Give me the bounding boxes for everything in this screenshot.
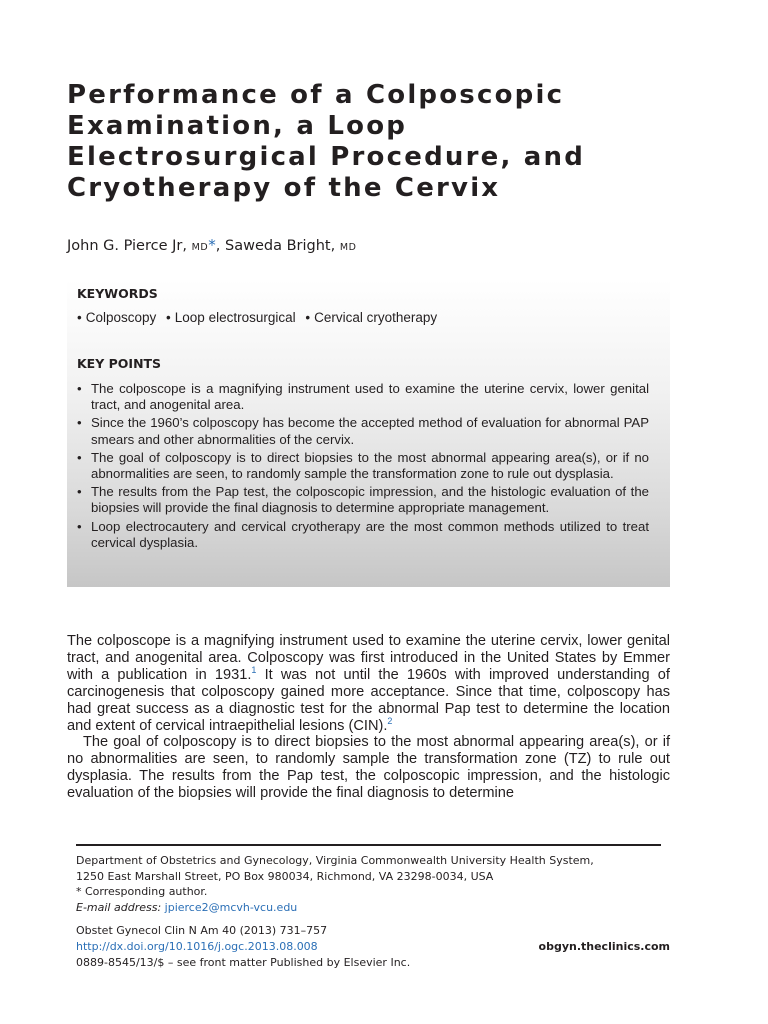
affiliation-footnote [76, 853, 676, 915]
body-paragraph [67, 633, 670, 734]
author-separator: , [215, 238, 221, 254]
author-name: Saweda Bright, [225, 238, 336, 254]
footnote-divider [76, 844, 661, 846]
key-point-item: • Loop electrocautery and cervical cryotherapy are the most common methods utilized to treat cervical dysplasia. [77, 519, 649, 551]
body-text-run: It was not until the 1960s with improved understanding of carcinogenesis that colposcopy gained more acceptance. Since that time, colposcopy has had great success as a diagnostic test for the abnormal Pap test to determine the location and extent of cervical intraepithelial lesions (CIN). [67, 666, 670, 734]
journal-website-link[interactable]: obgyn.theclinics.com [538, 940, 670, 953]
affiliation-line: Department of Obstetrics and Gynecology, Virginia Commonwealth University Health System, [76, 854, 594, 867]
author-degree: MD [339, 242, 357, 253]
doi-row [76, 939, 670, 955]
keyword-item: Loop electrosurgical [174, 310, 296, 325]
bullet-icon: • [77, 310, 82, 325]
title-line: Examination, a Loop [67, 111, 408, 141]
title-line: Performance of a Colposcopic [67, 80, 565, 110]
affiliation-address: 1250 East Marshall Street, PO Box 980034, Richmond, VA 23298-0034, USA [76, 869, 494, 883]
reference-link[interactable]: 1 [251, 664, 257, 675]
title-line: Cryotherapy of the Cervix [67, 173, 501, 203]
keywords-heading: KEYWORDS [77, 286, 158, 301]
key-point-item: • The goal of colposcopy is to direct biopsies to the most abnormal appearing area(s), or if no abnormalities are seen, to randomly sample the transformation zone to rule out dysplasia. [77, 450, 649, 482]
author-name: John G. Pierce Jr, [67, 238, 187, 254]
email-link[interactable]: jpierce2@mcvh-vcu.edu [164, 900, 298, 914]
body-text-run: The colposcope is a magnifying instrument used to examine the uterine cervix, lower genital tract, and anogenital area. Colposcopy was first introduced in the United States by Emmer with a publication in 1931. [67, 633, 670, 683]
bullet-icon: • [166, 310, 171, 325]
author-degree: MD [191, 242, 209, 253]
body-paragraph: The goal of colposcopy is to direct biopsies to the most abnormal appearing area(s), or if no abnormalities are seen, to randomly sample the transformation zone (TZ) to rule out dysplasia. The results from the Pap test, the colposcopic impression, and the histologic evaluation of the biopsies will provide the final diagnosis to determine [67, 734, 670, 802]
bullet-icon: • [305, 310, 311, 325]
key-points-heading: KEY POINTS [77, 356, 162, 371]
keyword-item: Colposcopy [85, 310, 157, 325]
author-list [67, 236, 357, 254]
title-line: Electrosurgical Procedure, and [67, 142, 586, 172]
journal-citation [76, 923, 670, 971]
key-point-item: • The results from the Pap test, the colposcopic impression, and the histologic evaluation of the biopsies will provide the final diagnosis to determine appropriate management. [77, 484, 649, 516]
journal-reference: Obstet Gynecol Clin N Am 40 (2013) 731–757 [76, 924, 328, 937]
key-point-item: • The colposcope is a magnifying instrument used to examine the uterine cervix, lower genital tract, and anogenital area. [77, 381, 649, 413]
reference-link[interactable]: 2 [387, 715, 393, 726]
corresponding-author-link[interactable]: * [208, 236, 216, 254]
email-line [76, 900, 676, 916]
keywords-list [77, 310, 443, 325]
keyword-item: Cervical cryotherapy [314, 310, 438, 325]
key-point-item: • Since the 1960’s colposcopy has become the accepted method of evaluation for abnormal PAP smears and other abnormalities of the cervix. [77, 415, 649, 447]
article-body [67, 633, 670, 802]
issn-line: 0889-8545/13/$ – see front matter Published by Elsevier Inc. [76, 956, 411, 969]
doi-link[interactable]: http://dx.doi.org/10.1016/j.ogc.2013.08.008 [76, 940, 318, 953]
article-title [67, 80, 707, 204]
key-points-list [77, 381, 649, 553]
email-label: E-mail address: [76, 900, 162, 914]
corresponding-author-note: * Corresponding author. [76, 885, 208, 898]
keywords-keypoints-box [67, 280, 670, 587]
